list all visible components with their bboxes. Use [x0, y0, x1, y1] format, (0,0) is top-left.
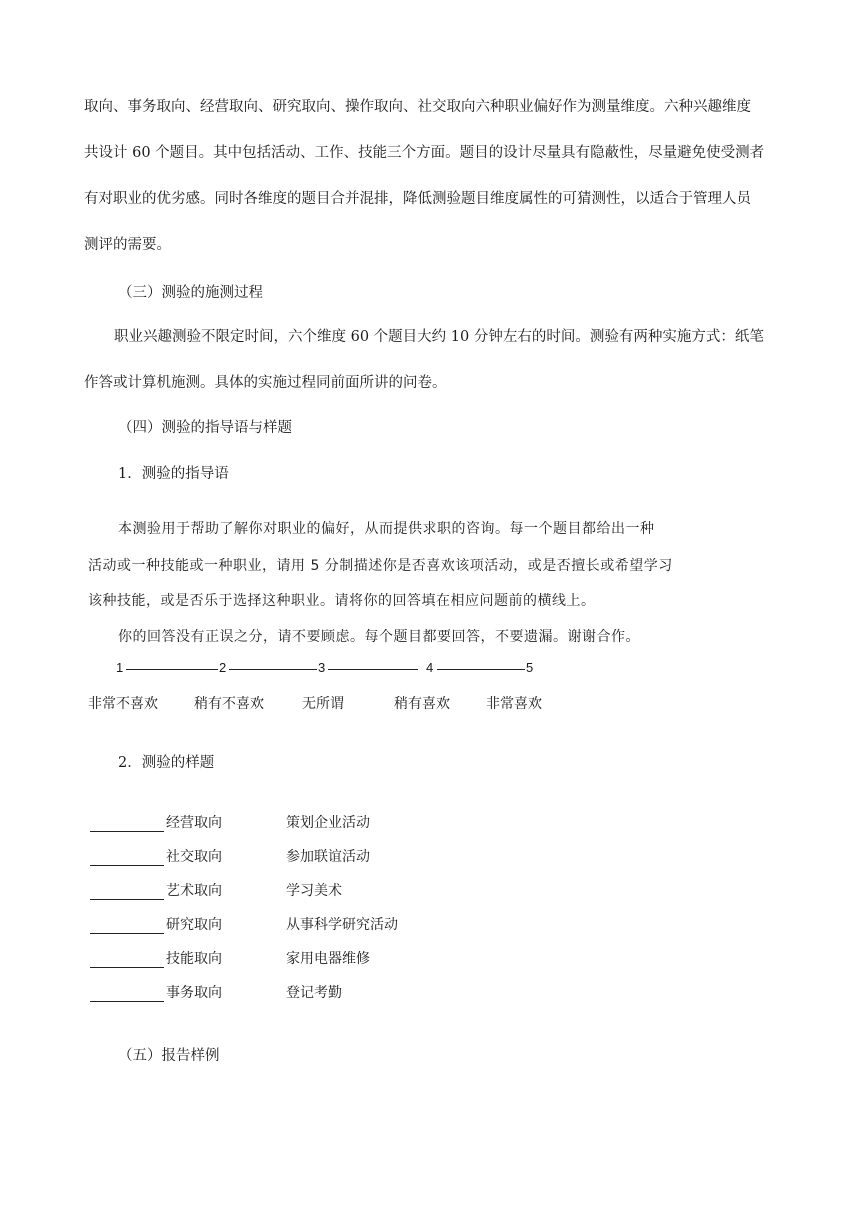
scale-label: 稍有喜欢 — [394, 696, 450, 712]
sample-item: 家用电器维修 — [286, 951, 370, 967]
instruction-line: 活动或一种技能或一种职业，请用 5 分制描述你是否喜欢该项活动，或是否擅长或希望学习 — [88, 558, 673, 574]
answer-blank[interactable] — [90, 899, 164, 900]
scale-line — [328, 669, 418, 670]
scale-label: 无所谓 — [302, 696, 344, 712]
scale-line — [229, 669, 317, 670]
instruction-line: 该种技能，或是否乐于选择这种职业。请将你的回答填在相应问题前的横线上。 — [88, 593, 596, 609]
sample-row — [90, 948, 590, 968]
scale-number: 5 — [526, 660, 534, 675]
subsection-heading-1: 1．测验的指导语 — [118, 466, 229, 482]
answer-blank[interactable] — [90, 933, 164, 934]
sample-row — [90, 846, 590, 866]
answer-blank[interactable] — [90, 831, 164, 832]
instruction-line: 本测验用于帮助了解你对职业的偏好，从而提供求职的咨询。每一个题目都给出一种 — [118, 521, 655, 537]
sample-row — [90, 914, 590, 934]
sample-row — [90, 812, 590, 832]
answer-blank[interactable] — [90, 1001, 164, 1002]
paragraph-line: 作答或计算机施测。具体的实施过程同前面所讲的问卷。 — [84, 375, 447, 391]
sample-row — [90, 880, 590, 900]
sample-dimension: 研究取向 — [166, 917, 222, 933]
answer-blank[interactable] — [90, 967, 164, 968]
paragraph-line: 取向、事务取向、经营取向、研究取向、操作取向、社交取向六种职业偏好作为测量维度。六种兴趣维度 — [84, 99, 751, 115]
section-heading-5: （五）报告样例 — [118, 1048, 220, 1064]
sample-item: 从事科学研究活动 — [286, 917, 398, 933]
paragraph-line: 共设计 60 个题目。其中包括活动、工作、技能三个方面。题目的设计尽量具有隐蔽性，尽量避免使受测者 — [84, 145, 765, 161]
sample-item: 策划企业活动 — [286, 815, 370, 831]
paragraph-line: 职业兴趣测验不限定时间，六个维度 60 个题目大约 10 分钟左右的时间。测验有两种实施方式：纸笔 — [114, 329, 764, 345]
scale-label: 非常喜欢 — [486, 696, 542, 712]
sample-item: 登记考勤 — [286, 985, 342, 1001]
section-heading-4: （四）测验的指导语与样题 — [118, 420, 292, 436]
scale-line — [437, 669, 525, 670]
sample-dimension: 事务取向 — [166, 985, 222, 1001]
scale-line — [126, 669, 218, 670]
sample-dimension: 社交取向 — [166, 849, 222, 865]
section-heading-3: （三）测验的施测过程 — [118, 285, 263, 301]
sample-item: 学习美术 — [286, 883, 342, 899]
answer-blank[interactable] — [90, 865, 164, 866]
sample-dimension: 艺术取向 — [166, 883, 222, 899]
paragraph-line: 有对职业的优劣感。同时各维度的题目合并混排，降低测验题目维度属性的可猜测性，以适合于管理人员 — [84, 191, 751, 207]
subsection-heading-2: 2．测验的样题 — [118, 755, 215, 771]
scale-number: 3 — [318, 660, 326, 675]
scale-number: 1 — [116, 660, 124, 675]
scale-label: 非常不喜欢 — [88, 696, 158, 712]
sample-dimension: 技能取向 — [166, 951, 222, 967]
sample-row — [90, 982, 590, 1002]
scale-number: 2 — [219, 660, 227, 675]
sample-item: 参加联谊活动 — [286, 849, 370, 865]
instruction-line: 你的回答没有正误之分，请不要顾虑。每个题目都要回答，不要遗漏。谢谢合作。 — [118, 629, 640, 645]
sample-dimension: 经营取向 — [166, 815, 222, 831]
paragraph-line: 测评的需要。 — [84, 237, 171, 253]
scale-number: 4 — [426, 660, 434, 675]
scale-label: 稍有不喜欢 — [194, 696, 264, 712]
